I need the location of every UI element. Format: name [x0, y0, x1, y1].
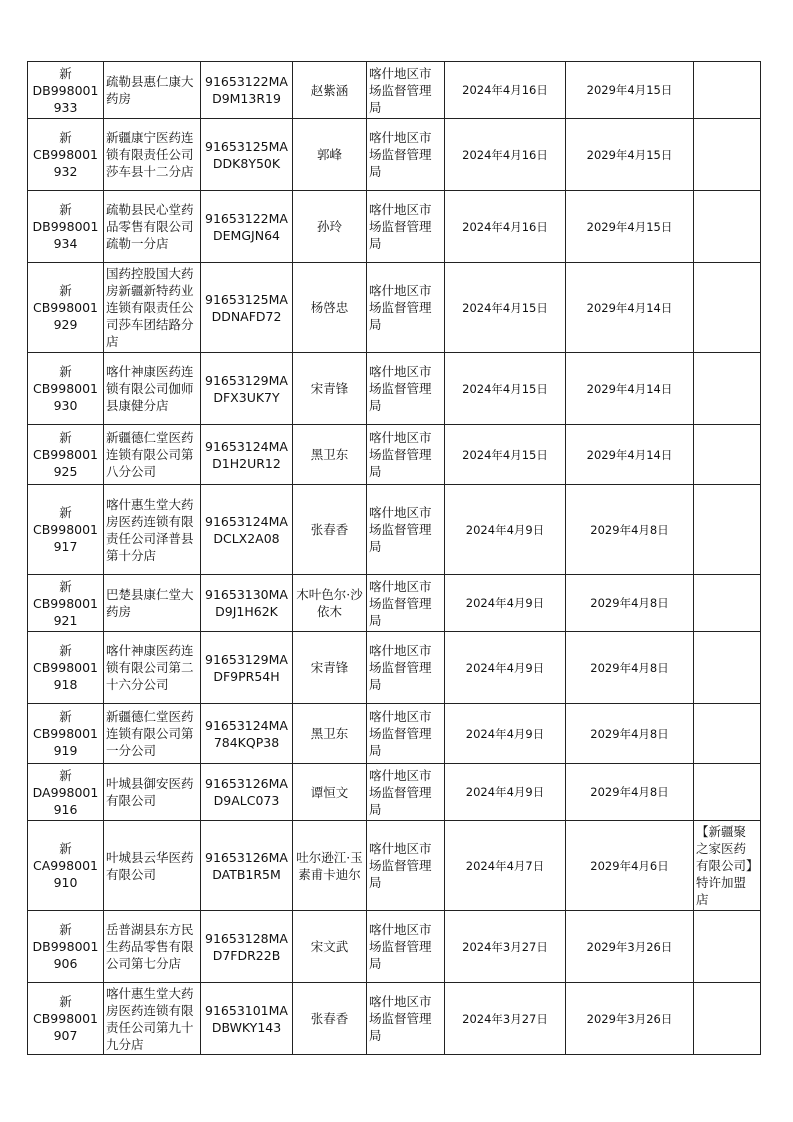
credit-code-cell: [201, 983, 293, 1055]
issuing-authority: 喀什地区市场监督管理局: [369, 643, 432, 692]
legal-person-cell: [293, 425, 367, 485]
issue-date-cell: [445, 119, 566, 191]
license-number-cell: [28, 911, 104, 983]
issue-date-cell: [445, 821, 566, 911]
issuing-authority-cell: [367, 632, 445, 704]
legal-person-cell: [293, 632, 367, 704]
credit-code-cell: [201, 764, 293, 821]
expiry-date: 2029年4月8日: [590, 522, 669, 537]
license-code: DB998001933: [32, 82, 99, 115]
license-code: CB998001918: [32, 660, 99, 692]
issue-date: 2024年4月9日: [465, 726, 545, 741]
table-row: [28, 821, 761, 911]
remark-cell: [694, 62, 761, 119]
legal-person: 张春香: [310, 522, 349, 537]
table-row: [28, 62, 761, 119]
issuing-authority: 喀什地区市场监督管理局: [369, 922, 432, 971]
credit-code-cell: [201, 821, 293, 911]
license-prefix: 新: [59, 767, 72, 783]
legal-person-cell: [293, 263, 367, 353]
issuing-authority-cell: [367, 485, 445, 575]
table-row: [28, 575, 761, 632]
company-name: 岳普湖县东方民生药品零售有限公司第七分店: [106, 922, 194, 971]
license-prefix: 新: [59, 130, 72, 145]
legal-person-cell: [293, 983, 367, 1055]
issuing-authority: 喀什地区市场监督管理局: [369, 994, 432, 1043]
issuing-authority: 喀什地区市场监督管理局: [369, 202, 432, 251]
expiry-date: 2029年4月15日: [586, 83, 673, 97]
credit-code: 91653125MADDK8Y50K: [205, 138, 288, 171]
license-number-cell: [28, 632, 104, 704]
credit-code: 91653122MADEMGJN64: [205, 210, 288, 243]
credit-code-cell: [201, 911, 293, 983]
issue-date-cell: [445, 62, 566, 119]
company-name-cell: [104, 983, 201, 1055]
legal-person: 杨啓忠: [310, 300, 349, 315]
license-number-cell: [28, 62, 104, 119]
remark-cell: [694, 263, 761, 353]
issuing-authority-cell: [367, 911, 445, 983]
company-name-cell: [104, 911, 201, 983]
issuing-authority-cell: [367, 821, 445, 911]
company-name: 喀什惠生堂大药房医药连锁有限责任公司泽普县第十分店: [106, 496, 194, 563]
table-row: [28, 485, 761, 575]
table-row: [28, 119, 761, 191]
expiry-date: 2029年4月8日: [590, 785, 669, 799]
legal-person: 赵紫涵: [310, 82, 349, 98]
license-code: CB998001919: [32, 726, 99, 758]
credit-code: 91653129MADFX3UK7Y: [205, 372, 288, 405]
remark-cell: [694, 575, 761, 632]
issue-date-cell: [445, 983, 566, 1055]
table-row: [28, 983, 761, 1055]
table-row: [28, 632, 761, 704]
issuing-authority: 喀什地区市场监督管理局: [369, 283, 432, 332]
license-code: CB998001930: [32, 381, 99, 413]
table-row: [28, 263, 761, 353]
license-prefix: 新: [59, 430, 72, 445]
issuing-authority-cell: [367, 191, 445, 263]
remark-cell: [694, 983, 761, 1055]
credit-code-cell: [201, 62, 293, 119]
credit-code: 91653129MADF9PR54H: [205, 651, 288, 684]
company-name-cell: [104, 263, 201, 353]
issue-date-cell: [445, 764, 566, 821]
remark-cell: [694, 425, 761, 485]
issuing-authority-cell: [367, 62, 445, 119]
credit-code-cell: [201, 425, 293, 485]
license-code: CB998001929: [32, 300, 99, 332]
table-row: [28, 704, 761, 764]
company-name-cell: [104, 425, 201, 485]
issuing-authority-cell: [367, 575, 445, 632]
company-name: 叶城县御安医药有限公司: [106, 776, 194, 808]
issuing-authority: 喀什地区市场监督管理局: [369, 130, 432, 179]
expiry-date-cell: [566, 263, 694, 353]
credit-code-cell: [201, 485, 293, 575]
issue-date: 2024年4月16日: [462, 83, 548, 97]
remark: 【新疆聚之家医药有限公司】特许加盟店: [696, 824, 753, 907]
issue-date: 2024年4月16日: [462, 219, 548, 234]
expiry-date: 2029年4月14日: [586, 381, 673, 396]
legal-person-cell: [293, 191, 367, 263]
company-name: 新疆康宁医药连锁有限责任公司莎车县十二分店: [106, 130, 194, 179]
legal-person-cell: [293, 911, 367, 983]
expiry-date-cell: [566, 983, 694, 1055]
company-name: 巴楚县康仁堂大药房: [106, 587, 194, 619]
expiry-date-cell: [566, 353, 694, 425]
credit-code-cell: [201, 263, 293, 353]
license-table: [27, 61, 761, 1055]
expiry-date: 2029年4月8日: [590, 596, 669, 610]
expiry-date-cell: [566, 704, 694, 764]
table-row: [28, 425, 761, 485]
legal-person: 黑卫东: [310, 726, 349, 741]
license-number-cell: [28, 764, 104, 821]
license-code: DB998001934: [32, 219, 99, 251]
table-row: [28, 191, 761, 263]
license-number-cell: [28, 119, 104, 191]
license-prefix: 新: [59, 922, 72, 937]
remark-cell: [694, 119, 761, 191]
expiry-date-cell: [566, 911, 694, 983]
issuing-authority: 喀什地区市场监督管理局: [369, 505, 432, 554]
expiry-date: 2029年4月15日: [586, 147, 673, 162]
credit-code: 91653128MAD7FDR22B: [205, 930, 288, 963]
company-name-cell: [104, 119, 201, 191]
legal-person-cell: [293, 704, 367, 764]
license-prefix: 新: [59, 578, 72, 594]
issue-date: 2024年4月16日: [462, 147, 548, 162]
issue-date: 2024年3月27日: [462, 1011, 548, 1026]
legal-person: 宋青锋: [310, 660, 349, 675]
expiry-date-cell: [566, 62, 694, 119]
expiry-date: 2029年4月15日: [586, 219, 673, 234]
expiry-date: 2029年4月14日: [586, 300, 673, 315]
expiry-date: 2029年4月8日: [590, 660, 669, 675]
issue-date-cell: [445, 575, 566, 632]
license-code: DB998001906: [32, 939, 99, 971]
license-number-cell: [28, 485, 104, 575]
expiry-date: 2029年4月8日: [590, 726, 669, 741]
license-code: CB998001932: [32, 147, 99, 179]
remark-cell: [694, 632, 761, 704]
company-name: 喀什神康医药连锁有限公司伽师县康健分店: [106, 364, 194, 413]
issue-date-cell: [445, 263, 566, 353]
company-name: 新疆德仁堂医药连锁有限公司第八分公司: [106, 430, 194, 479]
license-number-cell: [28, 191, 104, 263]
license-prefix: 新: [59, 643, 72, 658]
remark-cell: [694, 191, 761, 263]
issuing-authority: 喀什地区市场监督管理局: [369, 578, 432, 628]
license-prefix: 新: [59, 202, 72, 217]
issuing-authority: 喀什地区市场监督管理局: [369, 430, 432, 479]
company-name: 国药控股国大药房新疆新特药业连锁有限责任公司莎车团结路分店: [106, 266, 194, 349]
credit-code-cell: [201, 191, 293, 263]
legal-person: 吐尔逊江·玉素甫卡迪尔: [296, 849, 363, 882]
issuing-authority-cell: [367, 704, 445, 764]
table-row: [28, 764, 761, 821]
company-name-cell: [104, 764, 201, 821]
license-code: CB998001921: [32, 595, 99, 628]
table-row: [28, 353, 761, 425]
issue-date: 2024年4月9日: [465, 660, 545, 675]
issue-date-cell: [445, 191, 566, 263]
license-number-cell: [28, 983, 104, 1055]
table-row: [28, 911, 761, 983]
expiry-date-cell: [566, 575, 694, 632]
issuing-authority: 喀什地区市场监督管理局: [369, 709, 432, 758]
legal-person-cell: [293, 119, 367, 191]
license-prefix: 新: [59, 505, 72, 520]
issue-date-cell: [445, 632, 566, 704]
remark-cell: [694, 353, 761, 425]
company-name: 喀什惠生堂大药房医药连锁有限责任公司第九十九分店: [106, 985, 194, 1052]
issue-date-cell: [445, 353, 566, 425]
company-name: 新疆德仁堂医药连锁有限公司第一分公司: [106, 709, 194, 758]
issue-date-cell: [445, 704, 566, 764]
company-name: 疏勒县民心堂药品零售有限公司疏勒一分店: [106, 202, 194, 251]
expiry-date-cell: [566, 764, 694, 821]
issuing-authority-cell: [367, 983, 445, 1055]
company-name-cell: [104, 632, 201, 704]
license-number-cell: [28, 575, 104, 632]
expiry-date-cell: [566, 632, 694, 704]
issue-date: 2024年4月15日: [462, 381, 548, 396]
issuing-authority-cell: [367, 353, 445, 425]
license-prefix: 新: [59, 994, 72, 1009]
license-prefix: 新: [59, 65, 72, 81]
legal-person: 宋青锋: [310, 381, 349, 396]
credit-code-cell: [201, 353, 293, 425]
expiry-date-cell: [566, 821, 694, 911]
company-name-cell: [104, 821, 201, 911]
expiry-date: 2029年4月6日: [590, 858, 669, 873]
remark-cell: [694, 485, 761, 575]
issuing-authority: 喀什地区市场监督管理局: [369, 364, 432, 413]
credit-code: 91653130MAD9J1H62K: [205, 587, 288, 619]
legal-person: 黑卫东: [310, 447, 349, 462]
company-name-cell: [104, 485, 201, 575]
company-name-cell: [104, 62, 201, 119]
issue-date: 2024年4月15日: [462, 300, 548, 315]
remark-cell: [694, 764, 761, 821]
legal-person-cell: [293, 575, 367, 632]
issue-date: 2024年4月15日: [462, 447, 548, 462]
license-code: CB998001925: [32, 447, 99, 479]
issue-date-cell: [445, 911, 566, 983]
legal-person-cell: [293, 821, 367, 911]
expiry-date: 2029年3月26日: [586, 1011, 673, 1026]
legal-person-cell: [293, 764, 367, 821]
credit-code: 91653124MADCLX2A08: [205, 513, 288, 546]
legal-person: 木叶色尔·沙依木: [296, 587, 363, 619]
company-name-cell: [104, 353, 201, 425]
credit-code: 91653125MADDNAFD72: [205, 291, 288, 324]
company-name: 疏勒县惠仁康大药房: [106, 74, 194, 106]
license-code: DA998001916: [32, 784, 99, 817]
credit-code: 91653122MAD9M13R19: [205, 74, 288, 106]
credit-code: 91653126MADATB1R5M: [205, 849, 288, 882]
issue-date: 2024年4月9日: [465, 596, 545, 610]
credit-code-cell: [201, 632, 293, 704]
license-code: CB998001907: [32, 1011, 99, 1043]
credit-code: 91653124MAD1H2UR12: [205, 438, 288, 471]
license-prefix: 新: [59, 283, 72, 298]
credit-code-cell: [201, 575, 293, 632]
issue-date: 2024年4月9日: [465, 522, 545, 537]
expiry-date-cell: [566, 425, 694, 485]
issuing-authority-cell: [367, 119, 445, 191]
issuing-authority-cell: [367, 425, 445, 485]
legal-person-cell: [293, 62, 367, 119]
company-name-cell: [104, 575, 201, 632]
remark-cell: [694, 821, 761, 911]
issuing-authority: 喀什地区市场监督管理局: [369, 65, 432, 115]
legal-person-cell: [293, 353, 367, 425]
remark-cell: [694, 704, 761, 764]
license-number-cell: [28, 704, 104, 764]
expiry-date: 2029年4月14日: [586, 447, 673, 462]
issuing-authority-cell: [367, 263, 445, 353]
legal-person: 张春香: [310, 1011, 349, 1026]
issuing-authority: 喀什地区市场监督管理局: [369, 841, 432, 890]
company-name: 喀什神康医药连锁有限公司第二十六分公司: [106, 643, 194, 692]
legal-person: 郭峰: [316, 147, 342, 162]
license-prefix: 新: [59, 841, 72, 856]
license-number-cell: [28, 353, 104, 425]
issue-date: 2024年4月9日: [465, 785, 545, 799]
license-code: CB998001917: [32, 522, 99, 554]
license-number-cell: [28, 425, 104, 485]
credit-code: 91653126MAD9ALC073: [205, 776, 288, 808]
issuing-authority: 喀什地区市场监督管理局: [369, 767, 432, 817]
credit-code: 91653124MA784KQP38: [205, 717, 288, 750]
company-name-cell: [104, 191, 201, 263]
legal-person: 孙玲: [316, 219, 342, 234]
license-number-cell: [28, 821, 104, 911]
legal-person-cell: [293, 485, 367, 575]
license-prefix: 新: [59, 709, 72, 724]
license-number-cell: [28, 263, 104, 353]
credit-code-cell: [201, 704, 293, 764]
issue-date-cell: [445, 425, 566, 485]
legal-person: 谭恒文: [310, 784, 349, 800]
license-prefix: 新: [59, 364, 72, 379]
expiry-date-cell: [566, 191, 694, 263]
issue-date: 2024年4月7日: [465, 858, 545, 873]
issue-date: 2024年3月27日: [462, 939, 548, 954]
credit-code-cell: [201, 119, 293, 191]
remark-cell: [694, 911, 761, 983]
issue-date-cell: [445, 485, 566, 575]
expiry-date-cell: [566, 485, 694, 575]
company-name: 叶城县云华医药有限公司: [106, 849, 194, 882]
license-code: CA998001910: [33, 858, 98, 890]
company-name-cell: [104, 704, 201, 764]
legal-person: 宋文武: [310, 939, 349, 954]
expiry-date-cell: [566, 119, 694, 191]
expiry-date: 2029年3月26日: [586, 939, 673, 954]
issuing-authority-cell: [367, 764, 445, 821]
credit-code: 91653101MADBWKY143: [205, 1002, 288, 1035]
